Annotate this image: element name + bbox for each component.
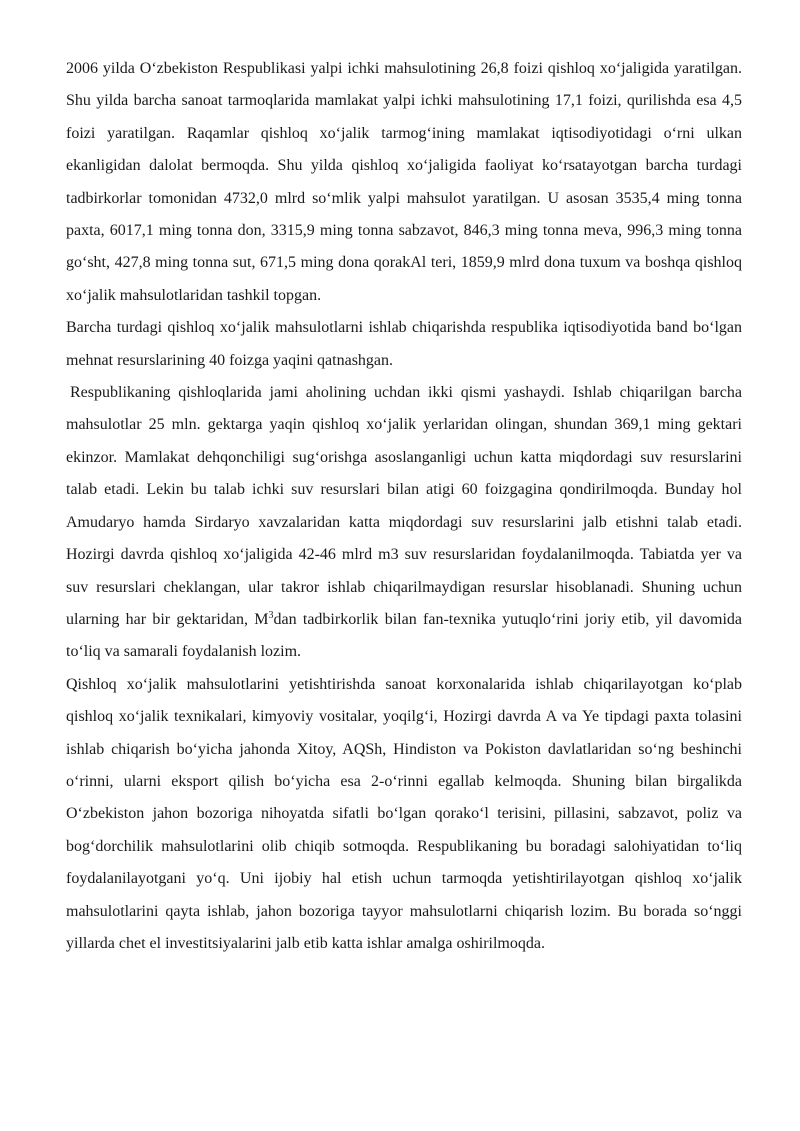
paragraph-water-text-before: Respublikaning qishloqlarida jami aholining uchdan ikki qismi yashaydi. Ishlab chiqarilgan barcha mahsulotlar 25 mln. gektarga yaqin qishloq xo‘jalik yerlaridan olingan, shundan 369,1 ming gektari ekinzor. Mamlakat dehqonchiligi sug‘orishga asoslanganligi uchun katta miqdordagi suv resurslarini talab etadi. Lekin bu talab ichki suv resurslari bilan atigi 60 foizgagina qondirilmoqda. Bunday hol Amudaryo hamda Sirdaryo xavzalaridan katta miqdordagi suv resurslarini jalb etishni talab etadi. Hozirgi davrda qishloq xo‘jaligida 42-46 mlrd m3 suv resurslaridan foydalanilmoqda. Tabiatda yer va suv resurslari cheklangan, ular takror ishlab chiqarilmaydigan resurslar hisoblanadi. Shuning uchun ularning har bir gektaridan, M [66, 384, 742, 628]
paragraph-labor-resources: Barcha turdagi qishloq xo‘jalik mahsulotlarni ishlab chiqarishda respublika iqtisodiyotida band bo‘lgan mehnat resurslarining 40 foizga yaqini qatnashgan. [66, 319, 742, 369]
document-page [66, 53, 742, 960]
paragraph-water-text-after: dan tadbirkorlik bilan fan-texnika yutuqlo‘rini joriy etib, yil davomida to‘liq va samarali foydalanish lozim. [66, 610, 742, 661]
superscript-cube: 3 [268, 609, 274, 621]
paragraph-gdp-agriculture: 2006 yilda O‘zbekiston Respublikasi yalpi ichki mahsulotining 26,8 foizi qishloq xo‘jaligida yaratilgan. Shu yilda barcha sanoat tarmoqlarida mamlakat yalpi ichki mahsulotining 17,1 foizi, qurilishda esa 4,5 foizi yaratilgan. Raqamlar qishloq xo‘jalik tarmog‘ining mamlakat iqtisodiyotidagi o‘rni ulkan ekanligidan dalolat bermoqda. Shu yilda qishloq xo‘jaligida faoliyat ko‘rsatayotgan barcha turdagi tadbirkorlar tomonidan 4732,0 mlrd so‘mlik yalpi mahsulot yaratilgan. U asosan 3535,4 ming tonna paxta, 6017,1 ming tonna don, 3315,9 ming tonna sabzavot, 846,3 ming tonna meva, 996,3 ming tonna go‘sht, 427,8 ming tonna sut, 671,5 ming dona qorakAl teri, 1859,9 mlrd dona tuxum va boshqa qishloq xo‘jalik mahsulotlaridan tashkil topgan. [66, 60, 742, 304]
paragraph-cotton-export: Qishloq xo‘jalik mahsulotlarini yetishtirishda sanoat korxonalarida ishlab chiqarilayotgan ko‘plab qishloq xo‘jalik texnikalari, kimyoviy vositalar, yoqilg‘i, Hozirgi davrda A va Ye tipdagi paxta tolasini ishlab chiqarish bo‘yicha jahonda Xitoy, AQSh, Hindiston va Pokiston davlatlaridan so‘ng beshinchi o‘rinni, ularni eksport qilish bo‘yicha esa 2-o‘rinni egallab kelmoqda. Shuning bilan birgalikda O‘zbekiston jahon bozoriga nihoyatda sifatli bo‘lgan qorako‘l terisini, pillasini, sabzavot, poliz va bog‘dorchilik mahsulotlarini olib chiqib sotmoqda. Respublikaning bu boradagi salohiyatidan to‘liq foydalanilayotgani yo‘q. Uni ijobiy hal etish uchun tarmoqda yetishtirilayotgan qishloq xo‘jalik mahsulotlarini qayta ishlab, jahon bozoriga tayyor mahsulotlarni chiqarish lozim. Bu borada so‘nggi yillarda chet el investitsiyalarini jalb etib katta ishlar amalga oshirilmoqda. [66, 675, 742, 952]
paragraph-water-resources [66, 377, 742, 669]
